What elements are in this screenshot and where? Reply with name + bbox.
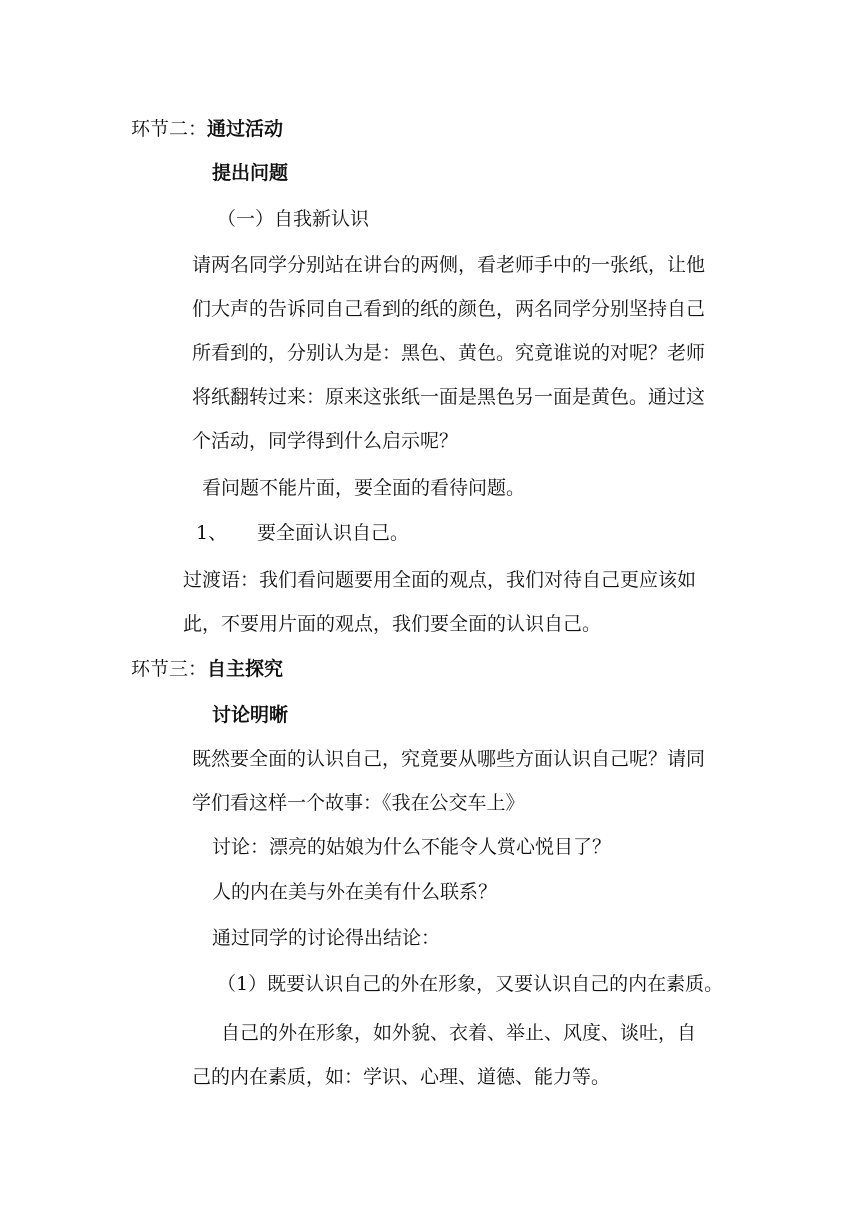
explanation-line-1: 自己的外在形象，如外貌、衣着、举止、风度、谈吐，自 xyxy=(221,1022,697,1044)
activity-line-5: 个活动，同学得到什么启示呢？ xyxy=(192,430,459,452)
activity-line-2: 们大声的告诉同自己看到的纸的颜色，两名同学分别坚持自己 xyxy=(192,298,706,320)
conclusion-intro: 通过同学的讨论得出结论： xyxy=(212,927,441,949)
point-1 xyxy=(196,521,409,545)
conclusion-1: （1）既要认识自己的外在形象，又要认识自己的内在素质。 xyxy=(217,973,724,995)
point-1-number: 1、 xyxy=(196,522,228,544)
transition-line-2: 此，不要用片面的观点，我们要全面的认识自己。 xyxy=(183,613,602,635)
discussion-question-1: 讨论：漂亮的姑娘为什么不能令人赏心悦目了？ xyxy=(212,836,612,858)
intro-line-2: 学们看这样一个故事：《我在公交车上》 xyxy=(192,792,525,814)
section2-prefix: 环节二： xyxy=(131,118,208,140)
section3-heading xyxy=(131,657,283,681)
section3-title: 自主探究 xyxy=(207,658,284,680)
activity-answer: 看问题不能片面，要全面的看待问题。 xyxy=(202,477,526,499)
section2-title: 通过活动 xyxy=(207,118,284,140)
part1-heading: （一）自我新认识 xyxy=(217,208,370,230)
intro-line-1: 既然要全面的认识自己，究竟要从哪些方面认识自己呢？请同 xyxy=(192,748,706,770)
section3-subtitle: 讨论明晰 xyxy=(212,704,289,726)
activity-line-1: 请两名同学分别站在讲台的两侧，看老师手中的一张纸，让他 xyxy=(192,254,706,276)
activity-line-4: 将纸翻转过来：原来这张纸一面是黑色另一面是黄色。通过这 xyxy=(192,386,706,408)
activity-line-3: 所看到的，分别认为是：黑色、黄色。究竟谁说的对呢？老师 xyxy=(192,342,706,364)
section2-heading xyxy=(131,117,283,141)
transition-line-1: 过渡语：我们看问题要用全面的观点，我们对待自己更应该如 xyxy=(183,569,697,591)
explanation-line-2: 己的内在素质，如：学识、心理、道德、能力等。 xyxy=(192,1066,611,1088)
section2-subtitle: 提出问题 xyxy=(212,162,289,184)
section3-prefix: 环节三： xyxy=(131,658,208,680)
discussion-question-2: 人的内在美与外在美有什么联系？ xyxy=(212,881,498,903)
point-1-text: 要全面认识自己。 xyxy=(257,522,410,544)
